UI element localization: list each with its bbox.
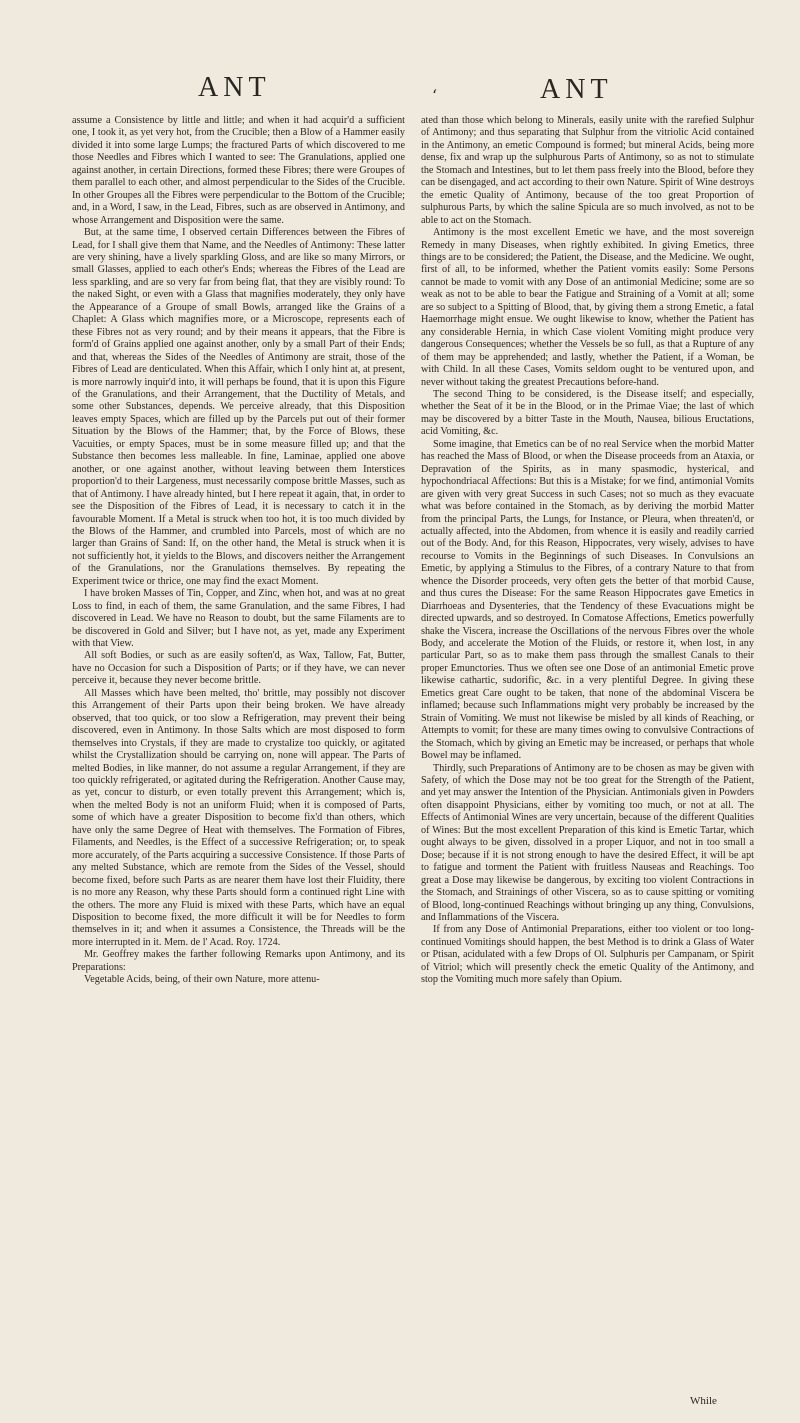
right-column: [421, 115, 754, 1380]
paragraph: If from any Dose of Antimonial Preparations, either too violent or too long-continued Vomitings should happen, the best Method is to drink a Glass of Water or Ptisan, acidulated with a few Drops of Ol. Sulphuris per Campanam, or Spirit of Vitriol; which will presently check the emetic Quality of the Antimony, and stop the Vomiting much more safely than Opium.: [421, 924, 754, 986]
paragraph: The second Thing to be considered, is the Disease itself; and especially, whether the Seat of it be in the Blood, or in the Primae Viae; the last of which may be discovered by a bitter Taste in the Mouth, Nausea, bilious Eructations, acid Vomiting, &c.: [421, 388, 754, 438]
left-column: [72, 115, 405, 1385]
paragraph: assume a Consistence by little and little; and when it had acquir'd a sufficient one, I took it, as yet very hot, from the Crucible; then a Blow of a Hammer easily divided it into some large Lumps; the fractured Parts of which discovered to me those Needles and Fibres which I wanted to see: The Granulations, applied one against another, in certain Directions, formed these Fibres; there were Groupes of them parallel to each other, and almost perpendicular to the Sides of the Crucible. In other Groupes all the Fibres were perpendicular to the Bottom of the Crucible; and, in a Word, I saw, in the Lead, Fibres, such as are observed in Antimony, and whose Arrangement and Disposition were the same.: [72, 115, 405, 226]
paragraph: ated than those which belong to Minerals, easily unite with the rarefied Sulphur of Antimony; and thus separating that Sulphur from the vitriolic Acid contained in the Antimony, an emetic Compound is formed; but mineral Acids, being more dense, fix and wrap up the sulphurous Parts of Antimony, so as not to stimulate the Stomach and Intestines, but to let them pass freely into the Blood, before they can be disengaged, and act according to their own Nature. Spirit of Wine destroys the emetic Quality of Antimony, because of the too great Proportion of sulphurous Parts, by which the saline Spicula are so much involved, as not to be able to act on the Stomach.: [421, 115, 754, 226]
paragraph: All Masses which have been melted, tho' brittle, may possibly not discover this Arrangement of their Parts upon their being broken. We have already observed, that too quick, or too slow a Refrigeration, may prevent their being discovered, even in Antimony. In those Salts which are most disposed to form themselves into Crystals, if they are made to crystalize too quickly, or agitated whilst the Crystallization should be carrying on, none will appear. The Parts of melted Bodies, in like manner, do not assume a regular Arrangement, if they are too quickly refrigerated, or agitated during the Refrigeration. Another Cause may, as yet, concur to disturb, or even totally prevent this Arrangement; which is, when the melted Body is not an uniform Fluid; when it is composed of Parts, some of which have a greater Disposition to become fix'd than others, which have only the same Degree of Heat with themselves. The Formation of Fibres, Filaments, and Needles, is the Effect of a successive Refrigeration; or, to speak more accurately, of the Parts acquiring a successive Consistence. If those Parts of any melted Substance, which are remote from the Sides of the Vessel, should become fixed, before such Parts as are nearer them have lost their Fluidity, there is no more any Reason, why these Parts should form a continued right Line with the others. The more any Fluid is mixed with these Parts, which have an equal Disposition to become fixed, the more difficult it will be for Needles to form themselves in it; and when it assumes a Consistence, the Threads will be the more interrupted in it. Mem. de l' Acad. Roy. 1724.: [72, 687, 405, 948]
header-left-title: ANT: [198, 72, 271, 103]
paragraph: All soft Bodies, or such as are easily soften'd, as Wax, Tallow, Fat, Butter, have no Occasion for such a Disposition of Parts; or if they have, we can never perceive it, because they never become brittle.: [72, 650, 405, 687]
paragraph: But, at the same time, I observed certain Differences between the Fibres of Lead, for I shall give them that Name, and the Needles of Antimony: These latter are very shining, have a lively sparkling Gloss, and are like so many Mirrors, or small Glasses, applied to each other's Ends; whereas the Fibres of the Lead are less sparkling, and are so very far from being flat, that they are visibly round: To the naked Sight, or even with a Glass that magnifies moderately, they only have the Appearance of a Groupe of small Bowls, arranged like the Grains of a Chaplet: A Glass which magnifies more, or a Microscope, represents each of these Fibres not as very round; and by their means it appears, that the Fibre is form'd of Grains applied one against another, only by a small Part of their Ends; and that, whereas the Sides of the Needles of Antimony are strait, those of the Fibres of Lead are denticulated. When this Affair, which I only hint at, at present, is more narrowly inquir'd into, it will perhaps be found, that it is upon this Figure of the Granulations, and their Arrangement, that the Ductility of Metals, and some other Substances, depends. We perceive already, that this Disposition leaves empty Spaces, which are filled up by the Parcels put out of their former Situation by the Blows of the Hammer; that, by the Force of Blows, these Vacuities, or empty Spaces, must be in some measure filled up; and that the Substance then becomes less malleable. In fine, Laminae, applied one above another, or one against another, without leaving between them Interstices proportion'd to their Largeness, must necessarily compose brittle Masses, such as that of Antimony. I have already hinted, but I here repeat it again, that, in order to see the Disposition of the Fibres of Lead, it is necessary to catch it in the favourable Moment. If a Metal is struck when too hot, it is too much divided by the Blows of the Hammer, and crumbled into Parcels, most of which are no larger than Grains of Sand: If, on the other hand, the Metal is struck when it is not sufficiently hot, it yields to the Blows, and discovers neither the Arrangement of the Granulations, nor the Granulations themselves. By repeating the Experiment twice or thrice, one may find the exact Moment.: [72, 227, 405, 587]
paragraph: Some imagine, that Emetics can be of no real Service when the morbid Matter has reached the Mass of Blood, or when the Disease proceeds from an Ataxia, or Depravation of the Spirits, as in many spasmodic, hysterical, and hypochondriacal Affections: But this is a Mistake; for we find, antimonial Vomits are given with very great Success in such Cases; not so much as they evacuate what was before contained in the Stomach, as by deriving the morbid Matter from the principal Parts, the Lungs, for Instance, or Pleura, when threaten'd, or actually affected, into the Abdomen, from whence it is easily and readily carried out of the Body. And, for this Reason, Hippocrates, very wisely, advises to have recourse to Vomits in the Beginnings of such Diseases. In Convulsions an Emetic, by applying a Stimulus to the Fibres, of a contrary Nature to that from whence the Disorder proceeds, very often gets the better of that morbid Cause, and thus cures the Disease: For the same Reason Hippocrates gave Emetics in Diarrhoeas and Dysenteries, that the Tendency of these Evacuations might be directed upwards, and so destroyed. In Comatose Affections, Emetics powerfully shake the Viscera, increase the Oscillations of the nervous Fibres over the whole Body, and accelerate the Motion of the Fluids, or restore it, when lost, in any particular Part, so as to make them pass through the smallest Canals to their proper Emunctories. Thus we often see one Dose of an antimonial Emetic prove likewise cathartic, sudorific, &c. in a very plentiful Degree. In giving these Emetics great Care ought to be taken, that none of the abdominal Viscera be inflamed; because such Inflammations might very probably be increased by the Strain of Vomiting. We must not likewise be misled by all kinds of Reaching, or Attempts to vomit; for these are many times owing to convulsive Contractions of the Stomach, which by giving an Emetic may be increased, or perhaps that whole Bowel may be inflamed.: [421, 438, 754, 762]
paragraph: Thirdly, such Preparations of Antimony are to be chosen as may be given with Safety, of which the Dose may not be too great for the Strength of the Patient, and yet may answer the Intention of the Physician. Antimonials given in Powders often disappoint Physicians, either by vomiting too much, or not at all. The Effects of Antimonial Wines are very uncertain, because of the different Qualities of Wines: But the most excellent Preparation of this kind is Emetic Tartar, which ought always to be given, dissolved in a proper Liquor, and not in too small a Dose; because if it is not strong enough to have the desired Effect, it will be apt to fatigue and torment the Patient with fruitless Nauseas and Reachings. Too great a Dose may likewise be dangerous, by exciting too violent Contractions in the Stomach, and Strainings of other Viscera, so as to cause spitting or vomiting of Blood, long-continued Reachings without bringing up any thing, Convulsions, and Inflammations of the Viscera.: [421, 762, 754, 923]
paragraph: Vegetable Acids, being, of their own Nature, more attenu-: [84, 974, 320, 986]
paragraph: Mr. Geoffrey makes the farther following Remarks upon Antimony, and its Preparations:: [72, 949, 405, 973]
catchword: While: [690, 1395, 717, 1407]
header-mark: ʻ: [432, 86, 438, 105]
running-header: [0, 72, 800, 108]
paragraph: Antimony is the most excellent Emetic we have, and the most sovereign Remedy in many Diseases, when rightly exhibited. In giving Emetics, three things are to be considered; the Patient, the Disease, and the Medicine. We ought, first of all, to be informed, whether the Patient vomits easily: Some Persons cannot be made to vomit with any Dose of an antimonial Medicine; some are so weak as not to be able to bear the Fatigue and Straining of a Vomit at all; some are so subject to a Spitting of Blood, that, by giving them a strong Emetic, a fatal Haemorrhage might ensue. We ought likewise to know, whether the Patient has any considerable Hernia, in which Case violent Vomiting might produce very dangerous Consequences; whether the Vessels be so full, as that a Rupture of any of them may be apprehended; and lastly, whether the Patient, if a Woman, be with Child. In all these Cases, Vomits seldom ought to be ventured upon, and never without taking the greatest Precautions before-hand.: [421, 227, 754, 388]
header-right-title: ANT: [540, 74, 613, 105]
paragraph: I have broken Masses of Tin, Copper, and Zinc, when hot, and was at no great Loss to find, in each of them, the same Granulation, and the same Fibres, I had discovered in Lead. We have no Reason to doubt, but the same Filaments are to be discovered in Gold and Silver; but I have not, as yet, made any Experiment with that View.: [72, 588, 405, 650]
